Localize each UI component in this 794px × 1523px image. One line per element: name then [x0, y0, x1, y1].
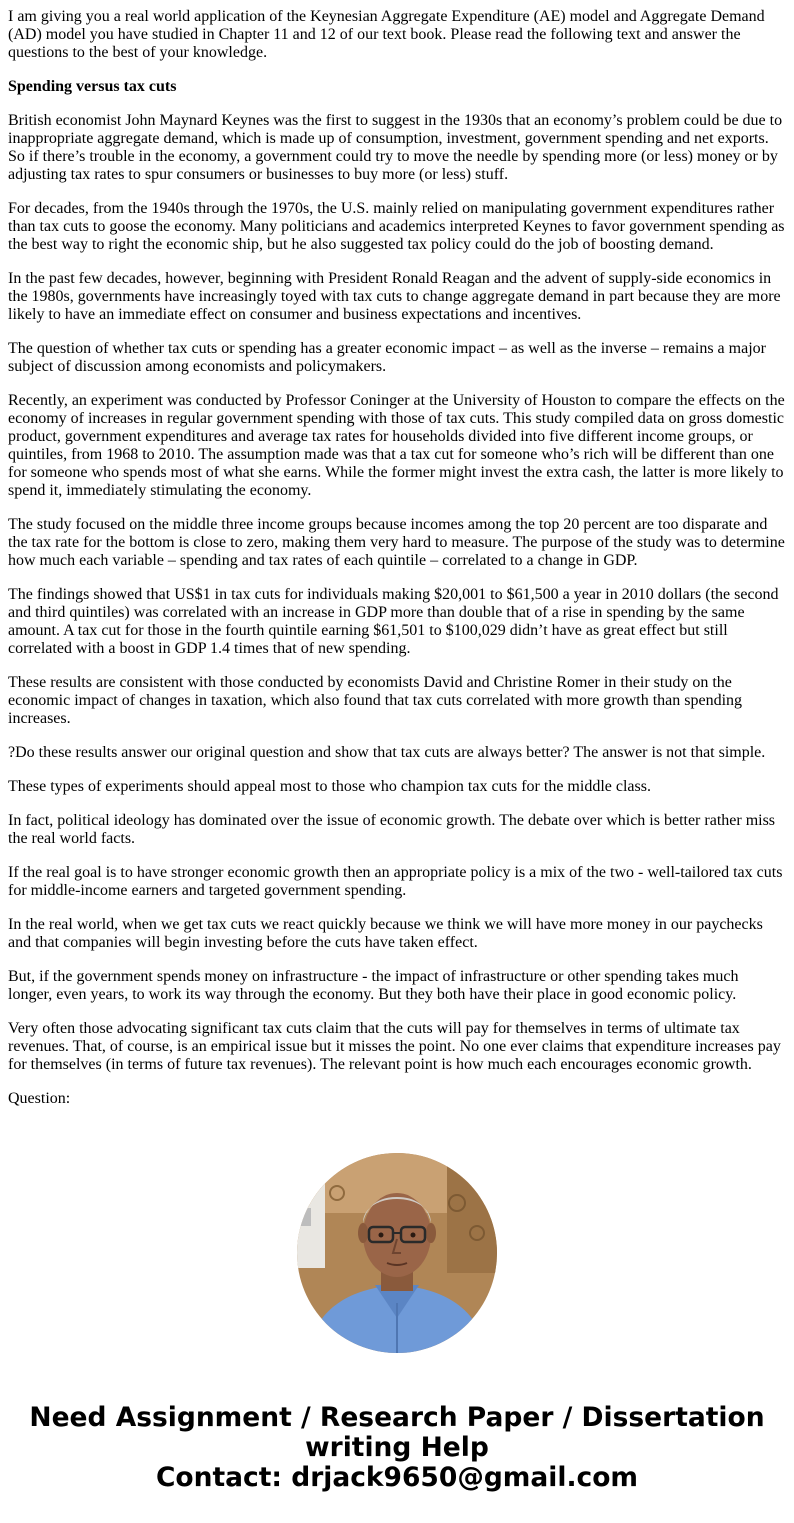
promo-contact: Contact: drjack9650@gmail.com: [155, 1462, 639, 1493]
paragraph: In fact, political ideology has dominated over the issue of economic growth. The debate over which is better rather miss the real world facts.: [8, 812, 776, 847]
promo-line: Need Assignment / Research Paper / Dissertation: [29, 1402, 765, 1433]
person-photo-icon: [297, 1153, 497, 1353]
intro-paragraph: I am giving you a real world application of the Keynesian Aggregate Expenditure (AE) model and Aggregate Demand (AD) model you have studied in Chapter 11 and 12 of our text book. Please read the following text and answer the questions to the best of your knowledge.: [8, 8, 765, 61]
paragraph: Recently, an experiment was conducted by Professor Coninger at the University of Houston to compare the effects on the economy of increases in regular government spending with those of tax cuts. This study compiled data on gross domestic product, government expenditures and average tax rates for households divided into five different income groups, or quintiles, from 1968 to 2010. The assumption made was that a tax cut for someone who’s rich will be different than one for someone who spends most of what she earns. While the former might invest the extra cash, the latter is more likely to spend it, immediately stimulating the economy.: [8, 392, 785, 499]
paragraph: These types of experiments should appeal most to those who champion tax cuts for the middle class.: [8, 778, 651, 795]
question-label: Question:: [8, 1090, 71, 1107]
paragraph: In the past few decades, however, beginning with President Ronald Reagan and the advent of supply-side economics in the 1980s, governments have increasingly toyed with tax cuts to change aggregate demand in part because they are more likely to have an immediate effect on consumer and business expectations and incentives.: [8, 270, 781, 323]
paragraph: If the real goal is to have stronger economic growth then an appropriate policy is a mix of the two - well-tailored tax cuts for middle-income earners and targeted government spending.: [8, 864, 783, 899]
paragraph: Very often those advocating significant tax cuts claim that the cuts will pay for themselves in terms of ultimate tax revenues. That, of course, is an empirical issue but it misses the point. No one ever claims that expenditure increases pay for themselves (in terms of future tax revenues). The relevant point is how much each encourages economic growth.: [8, 1020, 781, 1073]
promo-banner: [0, 1403, 794, 1493]
paragraph: For decades, from the 1940s through the 1970s, the U.S. mainly relied on manipulating government expenditures rather than tax cuts to goose the economy. Many politicians and academics interpreted Keynes to favor government spending as the best way to right the economic ship, but he also suggested tax policy could do the job of boosting demand.: [8, 200, 785, 253]
document-body: [8, 8, 786, 1124]
paragraph: ?Do these results answer our original question and show that tax cuts are always better? The answer is not that simple.: [8, 744, 766, 761]
promo-line: writing Help: [305, 1432, 489, 1463]
section-heading: Spending versus tax cuts: [8, 78, 177, 95]
paragraph: The findings showed that US$1 in tax cuts for individuals making $20,001 to $61,500 a year in 2010 dollars (the second and third quintiles) was correlated with an increase in GDP more than double that of a rise in spending by the same amount. A tax cut for those in the fourth quintile earning $61,501 to $100,029 didn’t have as great effect but still correlated with a boost in GDP 1.4 times that of new spending.: [8, 586, 779, 657]
paragraph: These results are consistent with those conducted by economists David and Christine Romer in their study on the economic impact of changes in taxation, which also found that tax cuts correlated with more growth than spending increases.: [8, 674, 743, 727]
paragraph: The question of whether tax cuts or spending has a greater economic impact – as well as the inverse – remains a major subject of discussion among economists and policymakers.: [8, 340, 766, 375]
paragraph: But, if the government spends money on infrastructure - the impact of infrastructure or other spending takes much longer, even years, to work its way through the economy. But they both have their place in good economic policy.: [8, 968, 739, 1003]
paragraph: British economist John Maynard Keynes was the first to suggest in the 1930s that an economy’s problem could be due to inappropriate aggregate demand, which is made up of consumption, investment, government spending and net exports. So if there’s trouble in the economy, a government could try to move the needle by spending more (or less) money or by adjusting tax rates to spur consumers or businesses to buy more (or less) stuff.: [8, 112, 783, 183]
paragraph: The study focused on the middle three income groups because incomes among the top 20 percent are too disparate and the tax rate for the bottom is close to zero, making them very hard to measure. The purpose of the study was to determine how much each variable – spending and tax rates of each quintile – correlated to a change in GDP.: [8, 516, 785, 569]
paragraph: In the real world, when we get tax cuts we react quickly because we think we will have more money in our paychecks and that companies will begin investing before the cuts have taken effect.: [8, 916, 763, 951]
